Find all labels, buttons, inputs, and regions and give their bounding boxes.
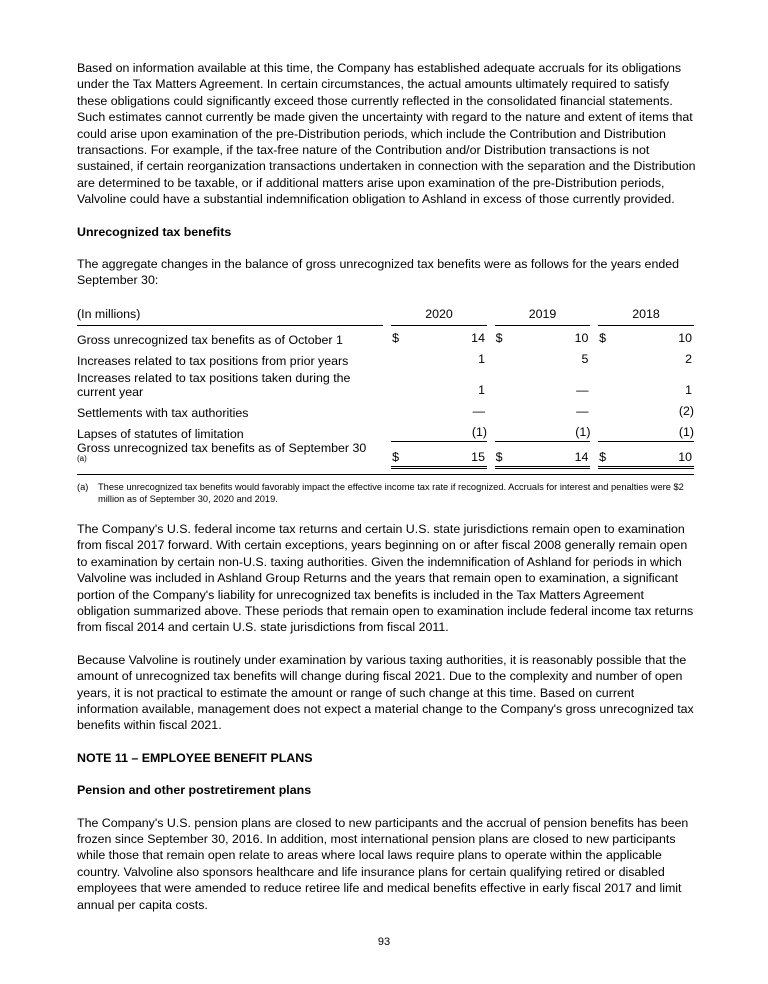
unit-label: (In millions)	[77, 305, 383, 326]
footnote-text: These unrecognized tax benefits would favorably impact the effective income tax rate if recognized. Accruals for interest and penalties were $2 million as of September 30, 2020 and 2019.	[98, 481, 684, 504]
row-label: Settlements with tax authorities	[77, 405, 249, 420]
footnote-reference: (a)	[77, 453, 87, 463]
table-row	[77, 399, 694, 420]
paragraph-tax-matters-agreement: Based on information available at this time, the Company has established adequate accruals for its obligations under the Tax Matters Agreement. In certain circumstances, the actual amounts ultimately required to satisfy these obligations could significantly exceed those currently reflected in the consolidated financial statements. Such estimates cannot currently be made given the uncertainty with regard to the nature and extent of items that could arise upon examination of the pre-Distribution periods, which include the Contribution and Distribution transactions. For example, if the tax-free nature of the Contribution and/or Distribution transactions is not sustained, if certain reorganization transactions undertaken in connection with the separation and the Distribution are determined to be taxable, or if additional matters arise upon examination of the pre-Distribution periods, Valvoline could have a substantial indemnification obligation to Ashland in excess of those currently provided.	[77, 61, 696, 207]
footnote-mark: (a)	[77, 481, 89, 492]
table-row	[77, 368, 694, 399]
year-header-2020: 2020	[391, 305, 487, 326]
row-label: Lapses of statutes of limitation	[77, 426, 244, 441]
table-footnote	[77, 481, 697, 505]
page-number: 93	[377, 936, 391, 948]
value-2018: 1	[685, 383, 692, 398]
note-11-heading: NOTE 11 – EMPLOYEE BENEFIT PLANS	[77, 750, 313, 765]
value-2019: 5	[581, 352, 589, 367]
currency-symbol: $	[599, 331, 606, 346]
currency-symbol: $	[495, 441, 510, 469]
value-2018: 2	[685, 352, 692, 367]
value-2019: —	[576, 404, 589, 419]
value-2018: (1)	[678, 425, 694, 440]
section-heading-pension: Pension and other postretirement plans	[77, 783, 312, 798]
paragraph-open-tax-years: The Company's U.S. federal income tax returns and certain U.S. state jurisdictions remain open to examination from fiscal 2017 forward. With certain exceptions, years beginning on or after fiscal 2008 generally remain open to examination by certain non-U.S. taxing authorities. Given the indemnification of Ashland for periods in which Valvoline was included in Ashland Group Returns and the years that remain open to examination, a significant portion of the Company's liability for unrecognized tax benefits is included in the Tax Matters Agreement obligation summarized above. These periods that remain open to examination include federal income tax returns from fiscal 2014 and certain U.S. state jurisdictions from fiscal 2011.	[77, 521, 694, 635]
value-2020: —	[472, 404, 485, 419]
value-2018: 10	[613, 441, 694, 469]
value-2020: 14	[471, 331, 485, 346]
currency-symbol: $	[495, 331, 503, 346]
table-row	[77, 420, 694, 441]
paragraph-reasonably-possible-change: Because Valvoline is routinely under examination by various taxing authorities, it is reasonably possible that the amount of unrecognized tax benefits will change during fiscal 2021. Due to the complexity and number of open years, it is not practical to estimate the amount or range of such change at this time. Based on current information available, management does not expect a material change to the Company's gross unrecognized tax benefits within fiscal 2021.	[77, 652, 694, 733]
year-header-2018: 2018	[598, 305, 694, 326]
value-2019: 14	[509, 441, 590, 469]
year-header-2019: 2019	[495, 305, 591, 326]
value-2020: 1	[478, 352, 485, 367]
row-label: Gross unrecognized tax benefits as of October 1	[77, 332, 343, 347]
row-label: Increases related to tax positions from prior years	[77, 353, 349, 368]
currency-symbol: $	[392, 331, 400, 346]
document-page	[77, 60, 697, 929]
value-2020: (1)	[471, 425, 487, 440]
value-2020: 1	[478, 383, 485, 398]
section-heading-unrecognized-tax-benefits: Unrecognized tax benefits	[77, 224, 232, 239]
row-label: Increases related to tax positions taken during the current year	[77, 370, 351, 399]
currency-symbol: $	[391, 441, 406, 469]
value-2018: 10	[678, 331, 692, 346]
table-row	[77, 347, 694, 368]
unrecognized-tax-benefits-table	[77, 305, 694, 469]
row-label-total: Gross unrecognized tax benefits as of September 30 $^{(a)}$	[77, 440, 367, 463]
table-row	[77, 326, 694, 347]
footnote-divider	[77, 474, 694, 475]
value-2019: —	[576, 383, 589, 398]
table-row-total	[77, 441, 694, 469]
value-2019: 10	[574, 331, 589, 346]
currency-symbol: $	[598, 441, 613, 469]
table-intro-text: The aggregate changes in the balance of gross unrecognized tax benefits were as follows for the years ended September 30:	[77, 257, 680, 288]
value-2018: (2)	[678, 404, 694, 419]
table-header-row	[77, 305, 694, 326]
paragraph-pension-plans: The Company's U.S. pension plans are closed to new participants and the accrual of pension benefits has been frozen since September 30, 2016. In addition, most international pension plans are closed to new participants while those that remain open relate to areas where local laws require plans to operate within the applicable country. Valvoline also sponsors healthcare and life insurance plans for certain qualifying retired or disabled employees that were amended to reduce retiree life and medical benefits effective in early fiscal 2017 and limit annual per capita costs.	[77, 815, 689, 912]
value-2019: (1)	[575, 425, 591, 440]
value-2020: 15	[406, 441, 487, 469]
